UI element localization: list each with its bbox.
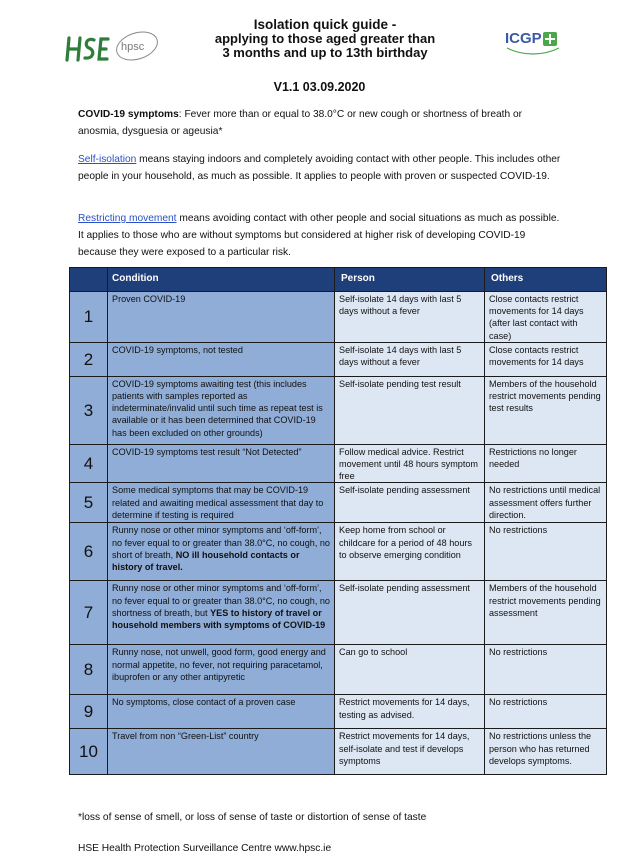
person-cell: Self-isolate pending test result (335, 376, 485, 444)
table-row (70, 342, 607, 376)
row-number: 10 (70, 729, 108, 775)
isolation-guide-table (69, 267, 607, 775)
table-row (70, 523, 607, 581)
self-isolation-link[interactable]: Self-isolation (78, 154, 137, 165)
table-row (70, 581, 607, 645)
table-row (70, 645, 607, 695)
condition-text: No symptoms, close contact of a proven case (112, 697, 296, 708)
condition-text: Travel from non “Green-List” country (112, 731, 259, 742)
condition-text: Runny nose or other minor symptoms and ‘off-form’, no fever equal to or greater than 38.0°C, no cough, no shortness of breath, but (112, 583, 330, 618)
row-number: 4 (70, 444, 108, 483)
condition-cell (108, 523, 335, 581)
others-cell: No restrictions (485, 523, 607, 581)
self-isolation-paragraph (78, 151, 566, 185)
condition-emphasis: YES to history of travel or household members with symptoms of COVID-19 (112, 607, 326, 631)
condition-cell (108, 695, 335, 729)
person-cell: Keep home from school or childcare for a period of 48 hours to observe emerging condition (335, 523, 485, 581)
row-number: 5 (70, 483, 108, 523)
icgp-logo (503, 26, 565, 58)
covid-symptoms-text: : Fever more than or equal to 38.0°C or new cough or shortness of breath or anosmia, dysguesia or ageusia* (78, 109, 523, 137)
table-row (70, 483, 607, 523)
person-cell: Self-isolate 14 days with last 5 days without a fever (335, 292, 485, 343)
title-line-2: applying to those aged greater than (214, 31, 436, 46)
others-cell: No restrictions (485, 695, 607, 729)
condition-cell (108, 444, 335, 483)
condition-cell (108, 376, 335, 444)
restricting-movement-paragraph (78, 210, 566, 261)
table-row (70, 376, 607, 444)
others-cell: No restrictions until medical assessment offers further direction. (485, 483, 607, 523)
condition-text: COVID-19 symptoms awaiting test (this includes patients with samples reported as indeterminate/invalid until such time as repeat test is available or it has been determined that COVID-19 has been excluded on other grounds) (112, 378, 323, 438)
title-line-3: 3 months and up to 13th birthday (222, 45, 428, 60)
others-cell: Restrictions no longer needed (485, 444, 607, 483)
table-row (70, 444, 607, 483)
condition-cell (108, 645, 335, 695)
covid-symptoms-label: COVID-19 symptoms (78, 109, 179, 120)
hpsc-logo (111, 28, 163, 64)
others-cell: No restrictions (485, 645, 607, 695)
condition-text: COVID-19 symptoms, not tested (112, 344, 243, 355)
condition-text: Some medical symptoms that may be COVID-19 related and awaiting medical assessment that day to determine if testing is required (112, 485, 324, 520)
row-number: 3 (70, 376, 108, 444)
others-cell: Close contacts restrict movements for 14 days (after last contact with case) (485, 292, 607, 343)
condition-text: Runny nose or other minor symptoms and ‘off-form’, no fever equal to or greater than 38.0°C, no cough, no short of breath, (112, 525, 330, 560)
header-number-cell (70, 268, 108, 292)
row-number: 6 (70, 523, 108, 581)
footnote: *loss of sense of smell, or loss of sense of taste or distortion of sense of taste (78, 812, 427, 823)
table-row (70, 292, 607, 343)
person-cell: Self-isolate 14 days with last 5 days without a fever (335, 342, 485, 376)
row-number: 7 (70, 581, 108, 645)
person-cell: Follow medical advice. Restrict movement until 48 hours symptom free (335, 444, 485, 483)
restricting-movement-text: means avoiding contact with other people and social situations as much as possible. It applies to those who are without symptoms but considered at higher risk of developing COVID-19 because they were exposed to a particular risk. (78, 213, 560, 258)
table-row (70, 695, 607, 729)
others-cell: Members of the household restrict movements pending assessment (485, 581, 607, 645)
header-others: Others (485, 268, 607, 292)
row-number: 8 (70, 645, 108, 695)
person-cell: Self-isolate pending assessment (335, 581, 485, 645)
condition-cell (108, 342, 335, 376)
footer: HSE Health Protection Surveillance Centre www.hpsc.ie (78, 843, 332, 854)
header-condition: Condition (108, 268, 335, 292)
document-title (180, 18, 470, 60)
condition-cell (108, 581, 335, 645)
person-cell: Restrict movements for 14 days, testing as advised. (335, 695, 485, 729)
row-number: 1 (70, 292, 108, 343)
table-row (70, 729, 607, 775)
others-cell: No restrictions unless the person who has returned develops symptoms. (485, 729, 607, 775)
row-number: 9 (70, 695, 108, 729)
person-cell: Self-isolate pending assessment (335, 483, 485, 523)
svg-text:hpsc: hpsc (121, 41, 145, 53)
condition-emphasis: NO ill household contacts or history of travel. (112, 549, 300, 573)
title-line-1: Isolation quick guide - (253, 17, 397, 32)
svg-text:ICGP: ICGP (505, 30, 542, 47)
restricting-movement-link[interactable]: Restricting movement (78, 213, 177, 224)
others-cell: Close contacts restrict movements for 14 days (485, 342, 607, 376)
hse-logo (64, 34, 110, 64)
person-cell: Restrict movements for 14 days, self-isolate and test if develops symptoms (335, 729, 485, 775)
condition-text: Runny nose, not unwell, good form, good energy and normal appetite, no fever, not requiring paracetamol, ibuprofen or any other antipyretic (112, 647, 326, 682)
others-cell: Members of the household restrict movements pending test results (485, 376, 607, 444)
person-cell: Can go to school (335, 645, 485, 695)
self-isolation-text: means staying indoors and completely avoiding contact with other people. This includes other people in your household, as much as possible. It applies to people with proven or suspected COVID-19. (78, 154, 561, 182)
condition-text: Proven COVID-19 (112, 294, 186, 304)
condition-text: COVID-19 symptoms test result “Not Detected” (112, 446, 302, 457)
covid-symptoms-paragraph (78, 106, 566, 140)
condition-cell (108, 483, 335, 523)
row-number: 2 (70, 342, 108, 376)
version-label: V1.1 03.09.2020 (273, 80, 366, 94)
header-person: Person (335, 268, 485, 292)
table-body (70, 292, 607, 775)
condition-cell (108, 729, 335, 775)
table-header-row (70, 268, 607, 292)
condition-cell (108, 292, 335, 343)
